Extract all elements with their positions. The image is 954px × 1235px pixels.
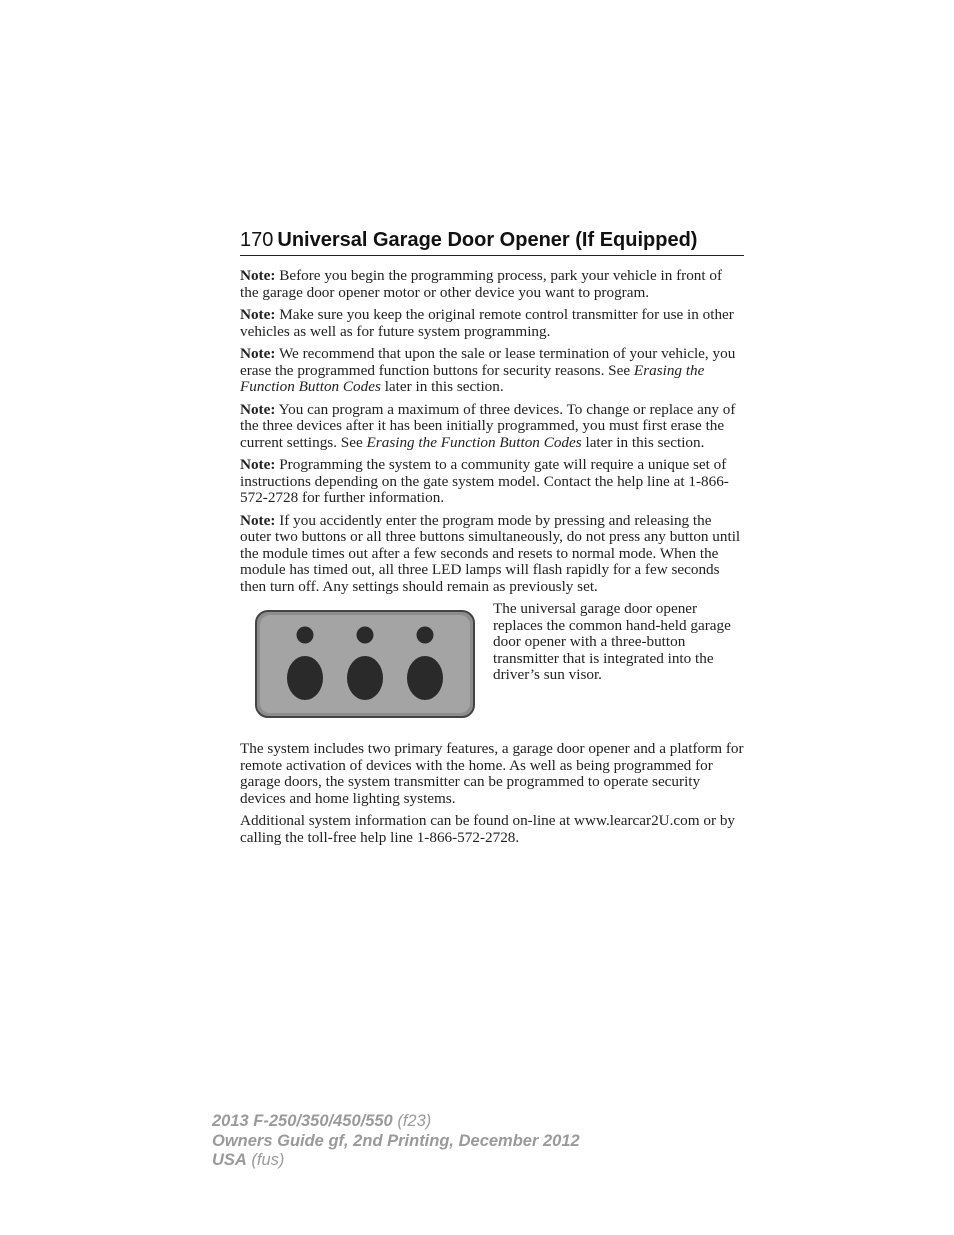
note-paragraph: Note: Make sure you keep the original remote control transmitter for use in other vehicles as well as for future system programming. <box>240 306 734 340</box>
page-header <box>240 229 744 256</box>
section-title: Universal Garage Door Opener (If Equipped) <box>277 229 698 251</box>
led-indicator <box>417 627 434 644</box>
main-content <box>240 268 744 852</box>
opener-button <box>347 656 383 700</box>
note-label: Note: <box>240 306 276 323</box>
body-paragraph: Additional system information can be found on-line at www.learcar2U.com or by calling the toll-free help line 1-866-572-2728. <box>240 812 736 846</box>
cross-reference: Erasing the Function Button Codes <box>366 433 582 451</box>
note-paragraph: Note: We recommend that upon the sale or lease termination of your vehicle, you erase the programmed function buttons for security reasons. See Erasing the Function Button Codes later in this section. <box>240 345 736 395</box>
opener-button <box>407 656 443 700</box>
note-paragraph: Note: You can program a maximum of three devices. To change or replace any of the three devices after it has been initially programmed, you must first erase the current settings. See Erasing the Function Button Codes later in this section. <box>240 400 736 451</box>
page-number: 170 <box>240 229 274 251</box>
footer-code: (fus) <box>246 1151 285 1169</box>
page-footer <box>212 1112 580 1171</box>
garage-opener-illustration <box>254 609 476 719</box>
figure-block <box>240 601 744 731</box>
note-label: Note: <box>240 345 276 362</box>
footer-market: USA <box>212 1151 247 1169</box>
figure-caption: The universal garage door opener replaces the common hand-held garage door opener with a three-button transmitter that is integrated into the driver’s sun visor. <box>493 600 731 683</box>
footer-edition: Owners Guide gf, 2nd Printing, December 2012 <box>212 1131 580 1150</box>
note-label: Note: <box>240 511 276 529</box>
note-label: Note: <box>240 267 276 284</box>
footer-model: 2013 F-250/350/450/550 <box>212 1112 393 1130</box>
body-paragraph: The system includes two primary features, a garage door opener and a platform for remote activation of devices with the home. As well as being programmed for garage doors, the system transmitter can be programmed to operate security devices and home lighting systems. <box>240 740 744 807</box>
note-label: Note: <box>240 400 276 418</box>
note-paragraph: Note: Programming the system to a community gate will require a unique set of instructions depending on the gate system model. Contact the help line at 1-866-572-2728 for further information. <box>240 456 729 506</box>
note-paragraph: Note: Before you begin the programming process, park your vehicle in front of the garage door opener motor or other device you want to program. <box>240 267 723 301</box>
note-paragraph: Note: If you accidently enter the program mode by pressing and releasing the outer two buttons or all three buttons simultaneously, do not press any button until the module times out after a few seconds and resets to normal mode. When the module has timed out, all three LED lamps will flash rapidly for a few seconds then turn off. Any settings should remain as previously set. <box>240 511 741 595</box>
footer-code: (f23) <box>392 1112 432 1130</box>
opener-button <box>287 656 323 700</box>
led-indicator <box>357 627 374 644</box>
led-indicator <box>297 627 314 644</box>
cross-reference: Erasing the Function Button Codes <box>240 361 705 395</box>
note-label: Note: <box>240 456 276 473</box>
